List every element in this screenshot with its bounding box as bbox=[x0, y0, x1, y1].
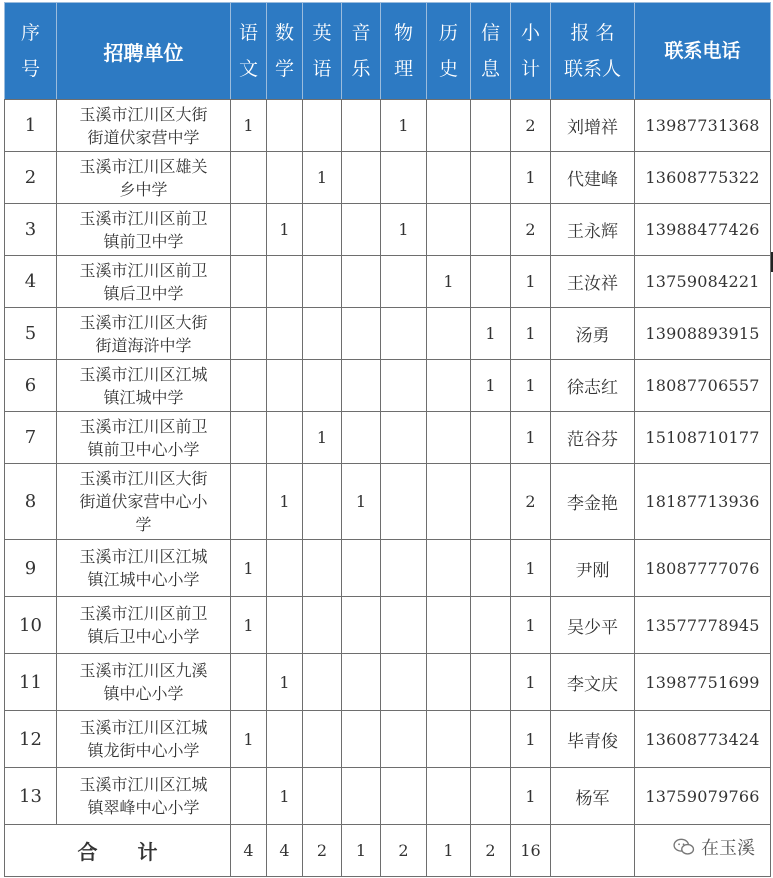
row-count bbox=[267, 152, 303, 204]
row-count: 1 bbox=[303, 152, 342, 204]
row-phone: 13759079766 bbox=[635, 768, 771, 825]
row-count bbox=[427, 768, 471, 825]
row-count bbox=[303, 711, 342, 768]
row-count bbox=[342, 412, 381, 464]
row-unit: 玉溪市江川区江城 镇江城中心小学 bbox=[57, 540, 231, 597]
row-contact-name: 李文庆 bbox=[551, 654, 635, 711]
row-count bbox=[342, 768, 381, 825]
row-count bbox=[427, 204, 471, 256]
row-count bbox=[267, 540, 303, 597]
row-seq: 7 bbox=[5, 412, 57, 464]
row-count: 1 bbox=[303, 412, 342, 464]
row-count bbox=[342, 100, 381, 152]
total-row bbox=[5, 825, 771, 877]
row-subtotal: 1 bbox=[511, 654, 551, 711]
header-subtotal: 小 计 bbox=[511, 3, 551, 100]
row-subtotal: 1 bbox=[511, 360, 551, 412]
row-count bbox=[231, 464, 267, 540]
row-contact-name: 徐志红 bbox=[551, 360, 635, 412]
row-unit: 玉溪市江川区江城 镇龙街中心小学 bbox=[57, 711, 231, 768]
row-count bbox=[342, 597, 381, 654]
row-phone: 18087706557 bbox=[635, 360, 771, 412]
row-count bbox=[267, 597, 303, 654]
row-count bbox=[381, 654, 427, 711]
row-count bbox=[381, 597, 427, 654]
table-row bbox=[5, 464, 771, 540]
row-count bbox=[471, 464, 511, 540]
row-phone: 15108710177 bbox=[635, 412, 771, 464]
row-count bbox=[381, 256, 427, 308]
row-count bbox=[303, 768, 342, 825]
row-subtotal: 2 bbox=[511, 100, 551, 152]
row-phone: 13759084221 bbox=[635, 256, 771, 308]
row-phone: 13577778945 bbox=[635, 597, 771, 654]
row-count bbox=[427, 540, 471, 597]
row-count bbox=[231, 654, 267, 711]
row-subtotal: 1 bbox=[511, 597, 551, 654]
total-cell: 1 bbox=[342, 825, 381, 877]
row-count: 1 bbox=[231, 711, 267, 768]
watermark bbox=[673, 834, 755, 860]
row-count bbox=[342, 308, 381, 360]
row-count bbox=[231, 256, 267, 308]
header-subject: 数 学 bbox=[267, 3, 303, 100]
row-count bbox=[342, 152, 381, 204]
row-count: 1 bbox=[267, 204, 303, 256]
table-row bbox=[5, 711, 771, 768]
row-count bbox=[427, 654, 471, 711]
row-count bbox=[471, 711, 511, 768]
row-count bbox=[267, 256, 303, 308]
table-row bbox=[5, 412, 771, 464]
row-count bbox=[267, 360, 303, 412]
row-count bbox=[471, 540, 511, 597]
row-count bbox=[342, 360, 381, 412]
row-seq: 5 bbox=[5, 308, 57, 360]
row-count bbox=[381, 768, 427, 825]
row-contact-name: 吴少平 bbox=[551, 597, 635, 654]
row-count bbox=[427, 711, 471, 768]
row-contact-name: 王永辉 bbox=[551, 204, 635, 256]
row-subtotal: 1 bbox=[511, 412, 551, 464]
row-unit: 玉溪市江川区大街 街道伏家营中学 bbox=[57, 100, 231, 152]
row-count bbox=[303, 464, 342, 540]
total-cell: 2 bbox=[471, 825, 511, 877]
table-row bbox=[5, 308, 771, 360]
table-row bbox=[5, 256, 771, 308]
row-unit: 玉溪市江川区前卫 镇前卫中心小学 bbox=[57, 412, 231, 464]
row-count bbox=[303, 308, 342, 360]
row-seq: 11 bbox=[5, 654, 57, 711]
table-row bbox=[5, 768, 771, 825]
total-cell: 1 bbox=[427, 825, 471, 877]
row-unit: 玉溪市江川区前卫 镇后卫中学 bbox=[57, 256, 231, 308]
row-contact-name: 李金艳 bbox=[551, 464, 635, 540]
row-subtotal: 1 bbox=[511, 768, 551, 825]
row-contact-name: 王汝祥 bbox=[551, 256, 635, 308]
row-count bbox=[231, 152, 267, 204]
row-count bbox=[342, 654, 381, 711]
recruitment-table bbox=[4, 2, 771, 877]
row-unit: 玉溪市江川区九溪 镇中心小学 bbox=[57, 654, 231, 711]
header-subject: 音 乐 bbox=[342, 3, 381, 100]
row-subtotal: 1 bbox=[511, 256, 551, 308]
row-count bbox=[471, 597, 511, 654]
total-cell: 2 bbox=[381, 825, 427, 877]
row-count: 1 bbox=[267, 654, 303, 711]
row-count: 1 bbox=[427, 256, 471, 308]
row-count bbox=[231, 204, 267, 256]
row-count bbox=[231, 360, 267, 412]
row-count bbox=[381, 152, 427, 204]
row-count bbox=[303, 654, 342, 711]
row-count bbox=[303, 540, 342, 597]
row-contact-name: 杨军 bbox=[551, 768, 635, 825]
row-subtotal: 2 bbox=[511, 204, 551, 256]
row-count bbox=[427, 360, 471, 412]
row-count bbox=[381, 308, 427, 360]
row-count bbox=[381, 711, 427, 768]
row-unit: 玉溪市江川区江城 镇翠峰中心小学 bbox=[57, 768, 231, 825]
table-header bbox=[5, 3, 771, 100]
row-subtotal: 1 bbox=[511, 711, 551, 768]
row-count bbox=[267, 100, 303, 152]
row-phone: 18087777076 bbox=[635, 540, 771, 597]
row-count bbox=[342, 204, 381, 256]
row-unit: 玉溪市江川区江城 镇江城中学 bbox=[57, 360, 231, 412]
row-count bbox=[471, 654, 511, 711]
row-count bbox=[471, 412, 511, 464]
header-subject: 历 史 bbox=[427, 3, 471, 100]
row-count: 1 bbox=[231, 597, 267, 654]
row-count bbox=[471, 100, 511, 152]
table-row bbox=[5, 100, 771, 152]
row-phone: 13608773424 bbox=[635, 711, 771, 768]
row-phone: 13987731368 bbox=[635, 100, 771, 152]
row-unit: 玉溪市江川区前卫 镇后卫中心小学 bbox=[57, 597, 231, 654]
row-count: 1 bbox=[231, 540, 267, 597]
row-count bbox=[342, 540, 381, 597]
row-count bbox=[427, 412, 471, 464]
row-count bbox=[303, 360, 342, 412]
row-count bbox=[381, 540, 427, 597]
row-count: 1 bbox=[267, 768, 303, 825]
row-seq: 12 bbox=[5, 711, 57, 768]
row-seq: 4 bbox=[5, 256, 57, 308]
row-unit: 玉溪市江川区大街 街道伏家营中心小 学 bbox=[57, 464, 231, 540]
row-contact-name: 尹刚 bbox=[551, 540, 635, 597]
watermark-text: 在玉溪 bbox=[701, 838, 755, 859]
row-count bbox=[342, 711, 381, 768]
row-seq: 6 bbox=[5, 360, 57, 412]
row-count bbox=[303, 597, 342, 654]
wechat-icon bbox=[673, 838, 695, 856]
header-contact-person: 报 名 联系人 bbox=[551, 3, 635, 100]
row-contact-name: 代建峰 bbox=[551, 152, 635, 204]
header-phone: 联系电话 bbox=[635, 3, 771, 100]
row-count: 1 bbox=[231, 100, 267, 152]
table-row bbox=[5, 360, 771, 412]
total-cell: 4 bbox=[267, 825, 303, 877]
row-seq: 13 bbox=[5, 768, 57, 825]
row-subtotal: 1 bbox=[511, 540, 551, 597]
row-count bbox=[427, 308, 471, 360]
row-count bbox=[427, 152, 471, 204]
row-seq: 2 bbox=[5, 152, 57, 204]
row-seq: 3 bbox=[5, 204, 57, 256]
row-contact-name: 范谷芬 bbox=[551, 412, 635, 464]
table-row bbox=[5, 654, 771, 711]
row-count: 1 bbox=[471, 360, 511, 412]
row-count bbox=[471, 256, 511, 308]
table-row bbox=[5, 540, 771, 597]
row-phone: 18187713936 bbox=[635, 464, 771, 540]
row-count bbox=[231, 412, 267, 464]
row-subtotal: 1 bbox=[511, 308, 551, 360]
row-count bbox=[471, 768, 511, 825]
row-count bbox=[303, 256, 342, 308]
row-count: 1 bbox=[471, 308, 511, 360]
total-empty bbox=[551, 825, 635, 877]
row-count bbox=[471, 204, 511, 256]
table-row bbox=[5, 152, 771, 204]
row-count bbox=[267, 412, 303, 464]
row-count bbox=[231, 768, 267, 825]
table-body bbox=[5, 100, 771, 825]
row-unit: 玉溪市江川区大街 街道海浒中学 bbox=[57, 308, 231, 360]
row-seq: 9 bbox=[5, 540, 57, 597]
row-phone: 13988477426 bbox=[635, 204, 771, 256]
table-row bbox=[5, 204, 771, 256]
row-count bbox=[427, 464, 471, 540]
row-count bbox=[267, 711, 303, 768]
row-contact-name: 毕青俊 bbox=[551, 711, 635, 768]
row-phone: 13908893915 bbox=[635, 308, 771, 360]
total-cell: 16 bbox=[511, 825, 551, 877]
row-count bbox=[267, 308, 303, 360]
row-count bbox=[303, 204, 342, 256]
header-seq: 序 号 bbox=[5, 3, 57, 100]
row-count: 1 bbox=[381, 204, 427, 256]
row-count: 1 bbox=[381, 100, 427, 152]
total-cell: 2 bbox=[303, 825, 342, 877]
row-count bbox=[427, 100, 471, 152]
row-subtotal: 2 bbox=[511, 464, 551, 540]
header-unit: 招聘单位 bbox=[57, 3, 231, 100]
row-count bbox=[303, 100, 342, 152]
row-count bbox=[231, 308, 267, 360]
row-seq: 8 bbox=[5, 464, 57, 540]
header-subject: 信 息 bbox=[471, 3, 511, 100]
total-cell: 4 bbox=[231, 825, 267, 877]
table-row bbox=[5, 597, 771, 654]
row-count bbox=[381, 360, 427, 412]
row-seq: 1 bbox=[5, 100, 57, 152]
row-count: 1 bbox=[342, 464, 381, 540]
header-subject: 物 理 bbox=[381, 3, 427, 100]
row-count bbox=[471, 152, 511, 204]
row-contact-name: 刘增祥 bbox=[551, 100, 635, 152]
row-unit: 玉溪市江川区前卫 镇前卫中学 bbox=[57, 204, 231, 256]
row-count bbox=[427, 597, 471, 654]
row-subtotal: 1 bbox=[511, 152, 551, 204]
row-count: 1 bbox=[267, 464, 303, 540]
row-seq: 10 bbox=[5, 597, 57, 654]
row-count bbox=[381, 464, 427, 540]
row-phone: 13987751699 bbox=[635, 654, 771, 711]
header-subject: 英 语 bbox=[303, 3, 342, 100]
row-contact-name: 汤勇 bbox=[551, 308, 635, 360]
row-phone: 13608775322 bbox=[635, 152, 771, 204]
header-subject: 语 文 bbox=[231, 3, 267, 100]
total-label: 合计 bbox=[5, 825, 231, 877]
row-count bbox=[381, 412, 427, 464]
row-unit: 玉溪市江川区雄关 乡中学 bbox=[57, 152, 231, 204]
row-count bbox=[342, 256, 381, 308]
